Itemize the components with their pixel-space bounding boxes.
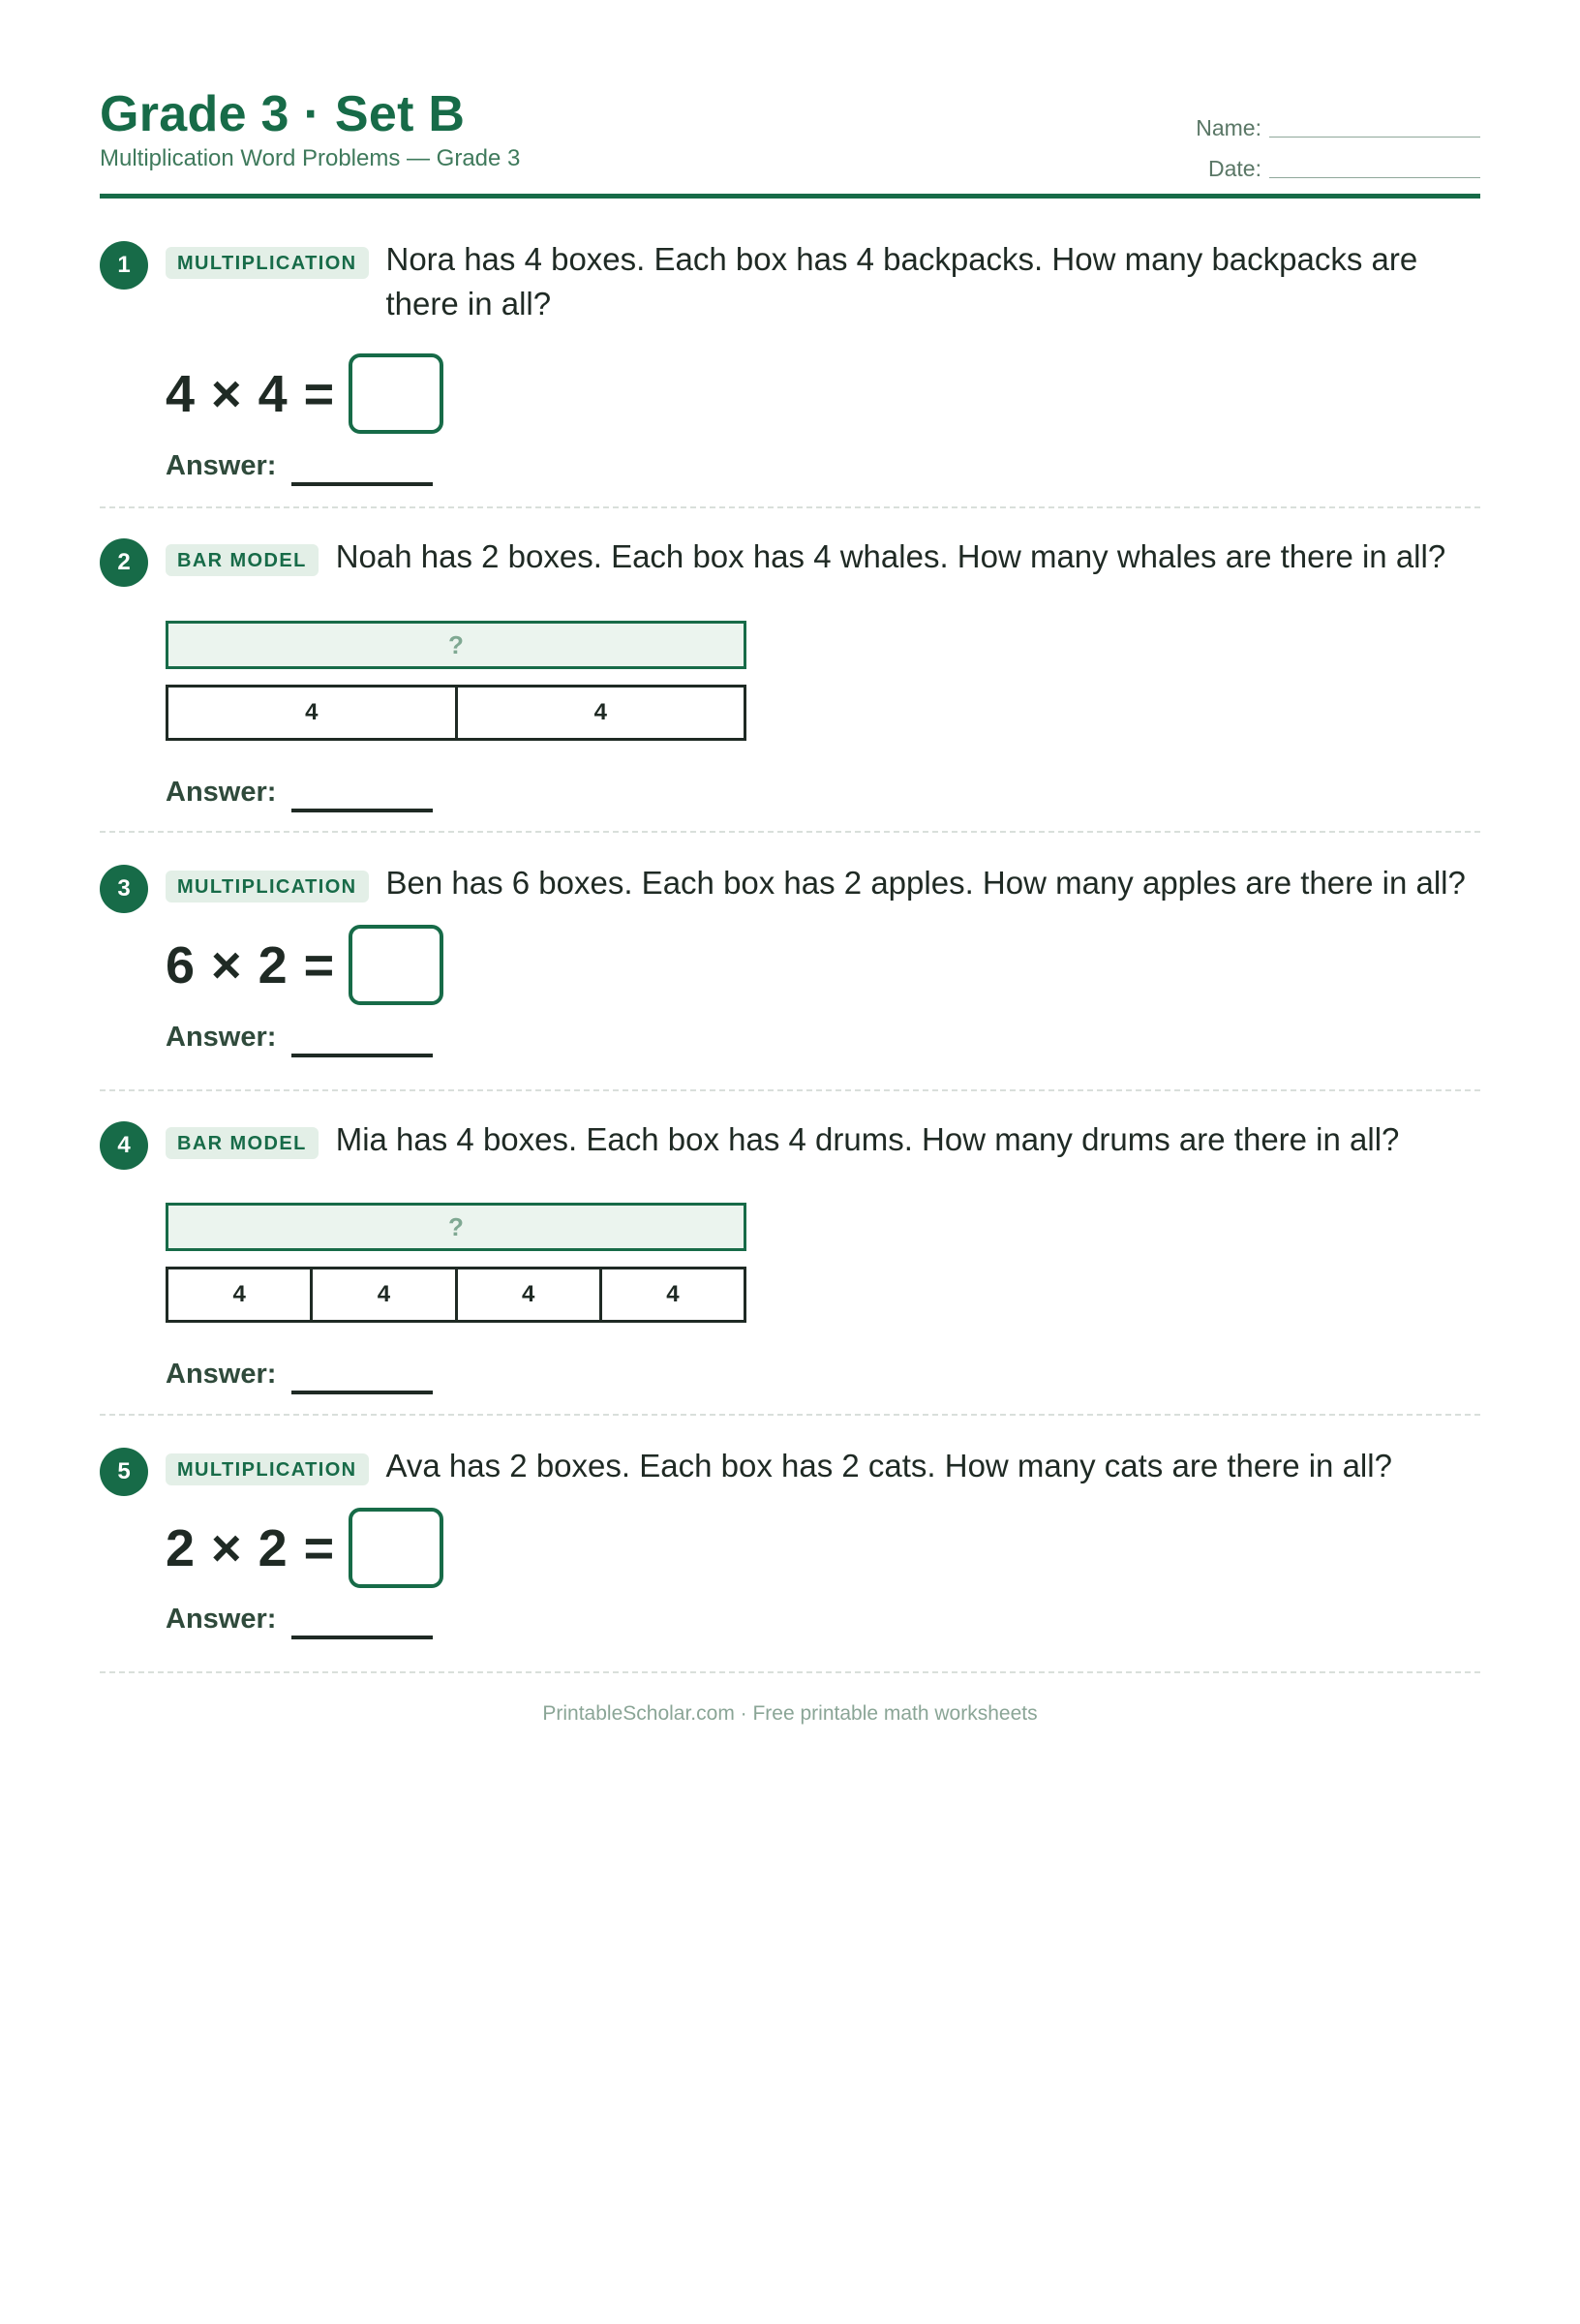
- worksheet-header: [100, 77, 1480, 199]
- problem-2: [100, 508, 1480, 833]
- problem-4: [100, 1091, 1480, 1416]
- problem-header: [100, 1121, 1399, 1170]
- problem-header: [100, 241, 1480, 326]
- page-subtitle: Multiplication Word Problems — Grade 3: [100, 145, 521, 171]
- equation-text: 4 × 4 =: [166, 364, 336, 423]
- answer-label: Answer:: [166, 1604, 277, 1635]
- answer-row: [166, 779, 433, 807]
- bar-model-part: 4: [458, 1269, 602, 1320]
- name-row: [1170, 99, 1480, 139]
- bar-model-part: 4: [593, 699, 607, 725]
- problem-number-badge: 3: [100, 865, 148, 913]
- problem-question: Nora has 4 boxes. Each box has 4 backpacks. How many backpacks are there in all?: [385, 241, 1418, 321]
- problem-3: [100, 833, 1480, 1091]
- name-field[interactable]: [1269, 136, 1480, 138]
- answer-row: [166, 1361, 433, 1389]
- answer-label: Answer:: [166, 1022, 277, 1053]
- answer-label: Answer:: [166, 777, 277, 808]
- answer-label: Answer:: [166, 1359, 277, 1390]
- bar-model-part: 4: [313, 1269, 457, 1320]
- problem-question: Ben has 6 boxes. Each box has 2 apples. How many apples are there in all?: [385, 865, 1466, 901]
- name-label: Name:: [1196, 115, 1261, 140]
- bar-model-part: 4: [168, 1269, 313, 1320]
- problem-number-badge: 1: [100, 241, 148, 290]
- problem-question: Ava has 2 boxes. Each box has 2 cats. How many cats are there in all?: [385, 1448, 1392, 1483]
- problem-question: Noah has 2 boxes. Each box has 4 whales. How many whales are there in all?: [335, 538, 1446, 574]
- bar-model: [166, 1203, 746, 1323]
- bar-model-parts: [166, 1267, 746, 1323]
- problem-type-tag: MULTIPLICATION: [166, 871, 369, 902]
- problem-number-badge: 5: [100, 1448, 148, 1496]
- equation-answer-box[interactable]: [349, 353, 443, 434]
- bar-model-total: ?: [166, 621, 746, 669]
- problem-type-tag: BAR MODEL: [166, 544, 319, 576]
- answer-field[interactable]: [291, 1636, 433, 1639]
- problem-number-badge: 2: [100, 538, 148, 587]
- equation-text: 6 × 2 =: [166, 935, 336, 994]
- answer-label: Answer:: [166, 450, 277, 481]
- page-title: Grade 3 · Set B: [100, 86, 466, 142]
- answer-field[interactable]: [291, 482, 433, 486]
- date-label: Date:: [1208, 156, 1261, 181]
- answer-row: [166, 1605, 433, 1634]
- date-field[interactable]: [1269, 176, 1480, 178]
- bar-model-total: ?: [166, 1203, 746, 1251]
- answer-field[interactable]: [291, 1391, 433, 1394]
- problem-header: [100, 865, 1466, 913]
- problem-type-tag: MULTIPLICATION: [166, 1453, 369, 1485]
- problem-type-tag: MULTIPLICATION: [166, 247, 369, 279]
- bar-model: [166, 621, 746, 741]
- equation: [166, 353, 443, 434]
- answer-field[interactable]: [291, 809, 433, 812]
- equation-text: 2 × 2 =: [166, 1518, 336, 1577]
- answer-row: [166, 452, 433, 480]
- bar-model-part: 4: [666, 1281, 680, 1307]
- problem-question: Mia has 4 boxes. Each box has 4 drums. How many drums are there in all?: [335, 1121, 1400, 1157]
- problem-header: [100, 1448, 1392, 1496]
- problem-number-badge: 4: [100, 1121, 148, 1170]
- equation: [166, 1508, 443, 1588]
- page-footer: PrintableScholar.com · Free printable math worksheets: [542, 1702, 1038, 1725]
- equation-answer-box[interactable]: [349, 1508, 443, 1588]
- problem-5: [100, 1416, 1480, 1673]
- answer-row: [166, 1024, 433, 1052]
- date-row: [1170, 139, 1480, 180]
- problem-1: [100, 199, 1480, 508]
- bar-model-part: 4: [168, 688, 458, 738]
- student-info: [1170, 99, 1480, 180]
- answer-field[interactable]: [291, 1054, 433, 1057]
- equation-answer-box[interactable]: [349, 925, 443, 1005]
- problem-header: [100, 538, 1445, 587]
- equation: [166, 925, 443, 1005]
- worksheet-page: [100, 77, 1480, 1726]
- problem-type-tag: BAR MODEL: [166, 1127, 319, 1159]
- bar-model-parts: [166, 685, 746, 741]
